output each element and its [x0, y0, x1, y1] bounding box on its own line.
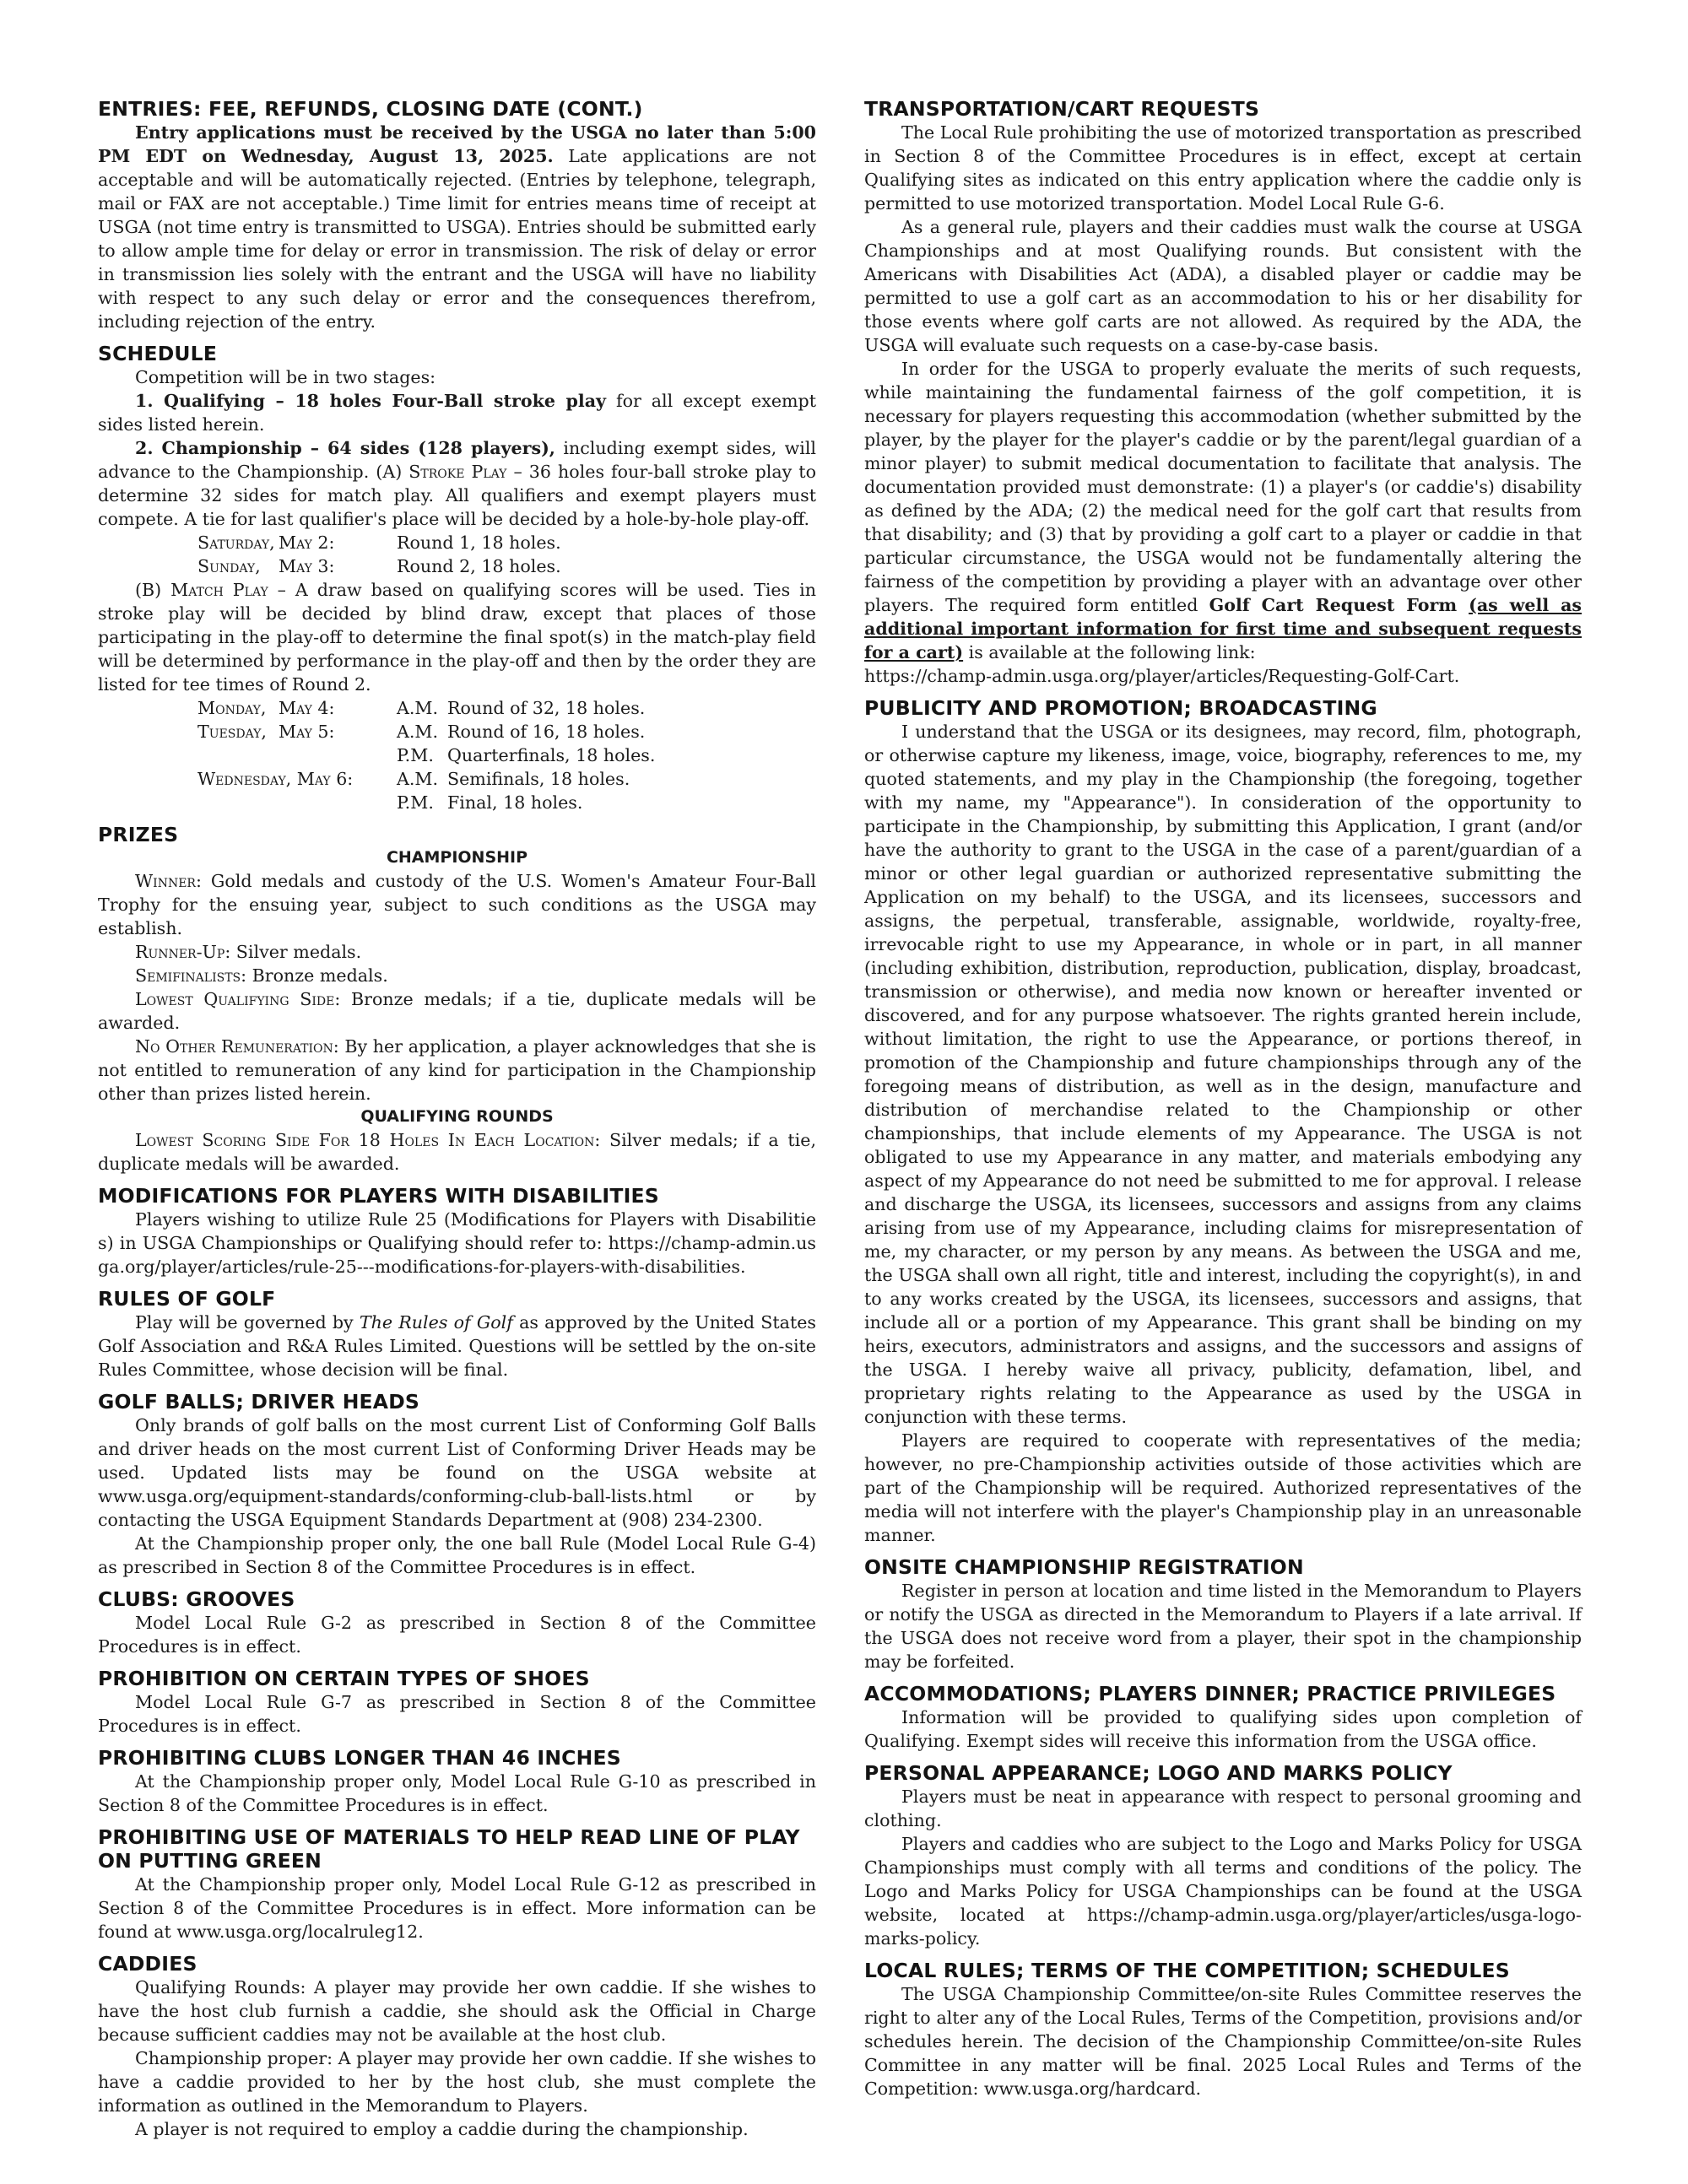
right-column	[864, 97, 1582, 2109]
table-row: Sunday, May 3: Round 2, 18 holes.	[197, 556, 561, 576]
section-heading: CADDIES	[98, 1952, 197, 1976]
section-heading: PROHIBITING CLUBS LONGER THAN 46 INCHES	[98, 1746, 621, 1770]
grooves-paragraph: Model Local Rule G-2 as prescribed in Section 8 of the Committee Procedures is in effect.	[98, 1613, 816, 1657]
table-row: Wednesday, May 6: A.M. Semifinals, 18 holes.	[197, 769, 630, 789]
transport-paragraph: In order for the USGA to properly evaluate the merits of such requests, while maintaining the fundamental fairness of the golf competition, it is necessary for players requesting this accommodation (whether submitted by the player, by the player for the player's caddie or by the parent/legal guardian of a minor player) to submit medical documentation to facilitate that analysis. The documentation provided must demonstrate: (1) a player's (or caddie's) disability as defined by the ADA; (2) the medical need for the golf cart that results from that disability; and (3) that by providing a golf cart to a player or caddie in that particular circumstance, the USGA would not be fundamentally altering the fairness of the competition by providing a player with an advantage over other players. The required form entitled Golf Cart Request Form (as well as additional important information for first time and subsequent requests for a cart) is available at the following link:	[864, 359, 1582, 662]
local-rules-paragraph: The USGA Championship Committee/on-site Rules Committee reserves the right to alter any of the Local Rules, Terms of the Competition, provisions and/or schedules herein. The decision of the Championship Committee/on-site Rules Committee in any matter will be final. 2025 Local Rules and Terms of the Competition: www.usga.org/hardcard.	[864, 1984, 1582, 2099]
section-accommodations	[864, 1682, 1582, 1753]
section-heading: SCHEDULE	[98, 342, 218, 365]
section-entries	[98, 97, 816, 333]
table-row: P.M. Quarterfinals, 18 holes.	[397, 745, 656, 765]
publicity-paragraph: I understand that the USGA or its designees, may record, film, photograph, or otherwise capture my likeness, image, voice, biography, references to me, my quoted statements, and my play in the Championship (the foregoing, together with my name, my "Appearance"). In consideration of the opportunity to participate in the Championship, by submitting this Application, I grant (and/or have the authority to grant to the USGA in the case of a parent/guardian of a minor or other legal guardian or authorized representative submitting the Application on my behalf) to the USGA, and its licensees, successors and assigns, the perpetual, transferable, assignable, worldwide, royalty-free, irrevocable right to use my Appearance, in whole or in part, in all manner (including exhibition, distribution, reproduction, publication, display, broadcast, transmission or otherwise), and media now known or hereafter invented or discovered, and for any purpose whatsoever. The rights granted herein include, without limitation, the right to use the Appearance, or portions thereof, in promotion of the Championship and future championships through any of the foregoing means of distribution, as well as in the design, manufacture and distribution of merchandise related to the Championship or other championships, that include elements of my Appearance. The USGA is not obligated to use my Appearance in any matter, and materials embodying any aspect of my Appearance do not need be submitted to me for approval. I release and discharge the USGA, its licensees, successors and assigns from any claims arising from use of my Appearance, including claims for misrepresentation of me, my character, or my person by any means. As between the USGA and me, the USGA shall own all right, title and interest, including the copyright(s), in and to any works created by the USGA, its licensees, successors and assigns, that include all or a portion of my Appearance. This grant shall be binding on my heirs, executors, administrators and assigns, and the successors and assigns of the USGA. I hereby waive all privacy, publicity, defamation, libel, and proprietary rights relating to the Appearance as used by the USGA in conjunction with these terms.	[864, 722, 1582, 1427]
table-row: P.M. Final, 18 holes.	[397, 792, 583, 813]
section-heading: CLUBS: GROOVES	[98, 1587, 295, 1611]
shoes-paragraph: Model Local Rule G-7 as prescribed in Section 8 of the Committee Procedures is in effect.	[98, 1692, 816, 1736]
clubs46-paragraph: At the Championship proper only, Model Local Rule G-10 as prescribed in Section 8 of the Committee Procedures is in effect.	[98, 1771, 816, 1815]
caddies-paragraph: Championship proper: A player may provide her own caddie. If she wishes to have a caddie provided to her by the host club, she must complete the information as outlined in the Memorandum to Players.	[98, 2048, 816, 2116]
match-play-table	[197, 696, 655, 814]
section-heading: PERSONAL APPEARANCE; LOGO AND MARKS POLICY	[864, 1761, 1453, 1785]
schedule-intro: Competition will be in two stages:	[135, 367, 436, 387]
transport-paragraph: As a general rule, players and their caddies must walk the course at USGA Championships and at most Qualifying rounds. But consistent with the Americans with Disabilities Act (ADA), a disabled player or caddie may be permitted to use a golf cart as an accommodation to his or her disability for those events where golf carts are not allowed. As required by the ADA, the USGA will evaluate such requests on a case-by-case basis.	[864, 217, 1582, 355]
section-rules-of-golf	[98, 1287, 816, 1381]
section-heading: PUBLICITY AND PROMOTION; BROADCASTING	[864, 696, 1377, 720]
section-shoes	[98, 1667, 816, 1738]
table-row: Monday, May 4: A.M. Round of 32, 18 holes.	[197, 698, 646, 718]
caddies-paragraph: Qualifying Rounds: A player may provide her own caddie. If she wishes to have the host club furnish a caddie, she should ask the Official in Charge because sufficient caddies may not be available at the host club.	[98, 1977, 816, 2045]
subheading-championship: CHAMPIONSHIP	[386, 848, 528, 867]
disabilities-paragraph: Players wishing to utilize Rule 25 (Modifications for Players with Disabilities) in USGA Championships or Qualifying should refer to: https://champ-admin.usga.org/player/articles/rule-25---modifications-for-players-with-disabilities.	[98, 1209, 816, 1277]
appearance-paragraph: Players must be neat in appearance with respect to personal grooming and clothing.	[864, 1787, 1582, 1830]
section-heading: PROHIBITING USE OF MATERIALS TO HELP READ LINE OF PLAY ON PUTTING GREEN	[98, 1825, 800, 1873]
section-heading: PROHIBITION ON CERTAIN TYPES OF SHOES	[98, 1667, 590, 1690]
balls-paragraph: Only brands of golf balls on the most current List of Conforming Golf Balls and driver heads on the most current List of Conforming Driver Heads may be used. Updated lists may be found on the USGA website at www.usga.org/equipment-standards/conforming-club-ball-lists.html or by contacting the USGA Equipment Standards Department at (908) 234-2300.	[98, 1415, 816, 1530]
prize-winner: Winner: Gold medals and custody of the U.S. Women's Amateur Four-Ball Trophy for the ensuing year, subject to such conditions as the USGA may establish.	[98, 871, 816, 938]
transport-paragraph: The Local Rule prohibiting the use of motorized transportation as prescribed in Section 8 of the Committee Procedures is in effect, except at certain Qualifying sites as indicated on this entry application where the caddie only is permitted to use motorized transportation. Model Local Rule G-6.	[864, 122, 1582, 214]
section-caddies	[98, 1952, 816, 2141]
caddies-paragraph: A player is not required to employ a caddie during the championship.	[135, 2119, 749, 2139]
entries-paragraph: Entry applications must be received by the USGA no later than 5:00 PM EDT on Wednesday, August 13, 2025. Late applications are not acceptable and will be automatically rejected. (Entries by telephone, telegraph, mail or FAX are not acceptable.) Time limit for entries means time of receipt at USGA (not time entry is transmitted to USGA). Entries should be submitted early to allow ample time for delay or error in transmission. The risk of delay or error in transmission lies solely with the entrant and the USGA will have no liability with respect to any such delay or error and the consequences therefrom, including rejection of the entry.	[98, 122, 816, 332]
prize-qualifying: Lowest Scoring Side For 18 Holes In Each Location: Silver medals; if a tie, duplicate medals will be awarded.	[98, 1130, 816, 1174]
entries-deadline: Entry applications must be received by the USGA no later than 5:00 PM EDT on Wednesday, August 13, 2025.	[98, 122, 816, 166]
prize-lowest-qualifying: Lowest Qualifying Side: Bronze medals; if a tie, duplicate medals will be awarded.	[98, 989, 816, 1033]
appearance-paragraph: Players and caddies who are subject to the Logo and Marks Policy for USGA Championships must comply with all terms and conditions of the policy. The Logo and Marks Policy for USGA Championships can be found at the USGA website, located at https://champ-admin.usga.org/player/articles/usga-logo-marks-policy.	[864, 1834, 1582, 1949]
materials-paragraph: At the Championship proper only, Model Local Rule G-12 as prescribed in Section 8 of the Committee Procedures is in effect. More information can be found at www.usga.org/localruleg12.	[98, 1874, 816, 1942]
stroke-play-table	[197, 531, 561, 578]
schedule-match-play: (B) Match Play – A draw based on qualifying scores will be used. Ties in stroke play will be decided by blind draw, except that places of those participating in the play-off to determine the final spot(s) in the match-play field will be determined by performance in the play-off and then by the order they are listed for tee times of Round 2.	[98, 580, 816, 695]
section-prizes	[98, 823, 816, 1176]
section-disabilities	[98, 1184, 816, 1279]
section-heading: RULES OF GOLF	[98, 1287, 276, 1311]
cart-request-url[interactable]: https://champ-admin.usga.org/player/articles/Requesting-Golf-Cart.	[864, 666, 1460, 686]
table-row: Tuesday, May 5: A.M. Round of 16, 18 holes.	[197, 722, 646, 742]
section-local-rules	[864, 1959, 1582, 2100]
section-heading: ENTRIES: FEE, REFUNDS, CLOSING DATE (CONT.)	[98, 97, 643, 121]
registration-paragraph: Register in person at location and time listed in the Memorandum to Players or notify the USGA as directed in the Memorandum to Players if a late arrival. If the USGA does not receive word from a player, their spot in the championship may be forfeited.	[864, 1581, 1582, 1672]
section-registration	[864, 1555, 1582, 1673]
section-heading: GOLF BALLS; DRIVER HEADS	[98, 1390, 420, 1414]
section-grooves	[98, 1587, 816, 1658]
balls-paragraph: At the Championship proper only, the one ball Rule (Model Local Rule G-4) as prescribed in Section 8 of the Committee Procedures is in effect.	[98, 1533, 816, 1577]
prize-runner-up: Runner-Up: Silver medals.	[135, 942, 362, 962]
prize-remuneration: No Other Remuneration: By her application, a player acknowledges that she is not entitled to remuneration of any kind for participation in the Championship other than prizes listed herein.	[98, 1036, 816, 1104]
accommodations-paragraph: Information will be provided to qualifying sides upon completion of Qualifying. Exempt sides will receive this information from the USGA office.	[864, 1707, 1582, 1751]
section-golf-balls	[98, 1390, 816, 1579]
section-schedule	[98, 342, 816, 814]
section-materials	[98, 1825, 816, 1943]
rules-paragraph: Play will be governed by The Rules of Golf as approved by the United States Golf Association and R&A Rules Limited. Questions will be settled by the on-site Rules Committee, whose decision will be final.	[98, 1312, 816, 1380]
section-heading: ONSITE CHAMPIONSHIP REGISTRATION	[864, 1555, 1304, 1579]
section-transport	[864, 97, 1582, 688]
section-publicity	[864, 696, 1582, 1547]
section-heading: TRANSPORTATION/CART REQUESTS	[864, 97, 1260, 121]
schedule-stage-2: 2. Championship – 64 sides (128 players), including exempt sides, will advance to the Championship. (A) Stroke Play – 36 holes four-ball stroke play to determine 32 sides for match play. All qualifiers and exempt players must compete. A tie for last qualifier's place will be decided by a hole-by-hole play-off.	[98, 438, 816, 529]
section-heading: LOCAL RULES; TERMS OF THE COMPETITION; SCHEDULES	[864, 1959, 1510, 1982]
schedule-stage-1: 1. Qualifying – 18 holes Four-Ball stroke play for all except exempt sides listed herein.	[98, 391, 816, 435]
section-clubs-46	[98, 1746, 816, 1817]
publicity-paragraph: Players are required to cooperate with representatives of the media; however, no pre-Championship activities outside of those activities which are part of the Championship will be required. Authorized representatives of the media will not interfere with the player's Championship play in an unreasonable manner.	[864, 1430, 1582, 1545]
subheading-qualifying: QUALIFYING ROUNDS	[360, 1107, 554, 1126]
left-column	[98, 97, 816, 2149]
section-heading: ACCOMMODATIONS; PLAYERS DINNER; PRACTICE PRIVILEGES	[864, 1682, 1556, 1706]
section-appearance	[864, 1761, 1582, 1950]
table-row: Saturday, May 2: Round 1, 18 holes.	[197, 532, 561, 553]
section-heading: PRIZES	[98, 823, 179, 846]
prize-semifinalists: Semifinalists: Bronze medals.	[135, 965, 388, 986]
cart-info-link[interactable]: (as well as additional important information for first time and subsequent requests for a cart)	[864, 595, 1582, 662]
section-heading: MODIFICATIONS FOR PLAYERS WITH DISABILITIES	[98, 1184, 659, 1208]
